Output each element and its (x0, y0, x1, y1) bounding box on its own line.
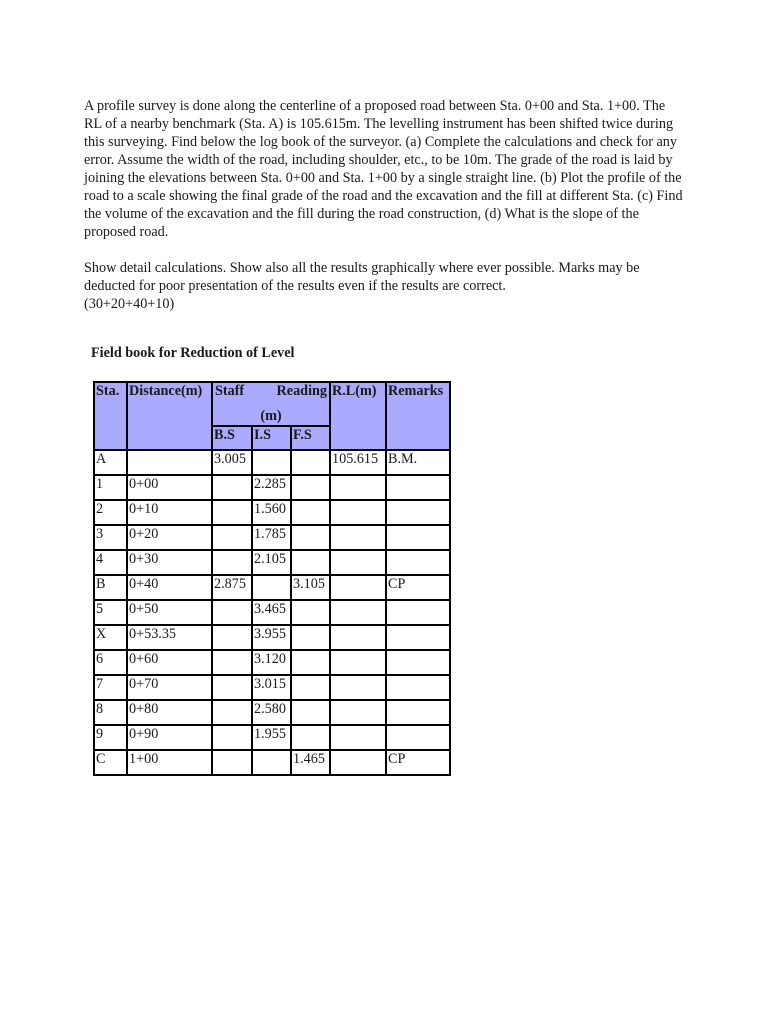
cell-sta: 7 (94, 675, 127, 700)
field-book-title: Field book for Reduction of Level (91, 345, 295, 361)
cell-remarks (386, 550, 450, 575)
cell-distance: 0+30 (127, 550, 212, 575)
cell-distance: 1+00 (127, 750, 212, 775)
cell-fs (291, 475, 330, 500)
cell-rl (330, 475, 386, 500)
cell-is: 2.285 (252, 475, 291, 500)
cell-bs (212, 625, 252, 650)
staff-reading-label (214, 383, 328, 400)
cell-remarks (386, 500, 450, 525)
cell-is: 2.580 (252, 700, 291, 725)
table-row (94, 625, 450, 650)
table-row (94, 600, 450, 625)
table-header-row (94, 382, 450, 426)
table-row (94, 575, 450, 600)
paragraph-gap (84, 241, 684, 259)
table-row (94, 475, 450, 500)
cell-fs (291, 700, 330, 725)
cell-remarks (386, 600, 450, 625)
cell-rl (330, 600, 386, 625)
table-row (94, 550, 450, 575)
header-distance: Distance(m) (127, 382, 212, 450)
cell-remarks (386, 725, 450, 750)
cell-fs (291, 650, 330, 675)
cell-rl (330, 675, 386, 700)
cell-remarks (386, 700, 450, 725)
header-sta: Sta. (94, 382, 127, 450)
cell-bs (212, 550, 252, 575)
cell-is (252, 575, 291, 600)
cell-rl (330, 625, 386, 650)
header-is: I.S (252, 426, 291, 450)
cell-is: 2.105 (252, 550, 291, 575)
cell-bs (212, 675, 252, 700)
header-rl: R.L(m) (330, 382, 386, 450)
cell-distance: 0+00 (127, 475, 212, 500)
field-book-table (93, 381, 451, 776)
cell-sta: B (94, 575, 127, 600)
instructions-paragraph: Show detail calculations. Show also all the results graphically where ever possible. Marks may be deducted for poor presentation of the results even if the results are correct. (84, 260, 640, 294)
staff-reading-unit: (m) (260, 408, 282, 424)
cell-sta: 6 (94, 650, 127, 675)
cell-fs (291, 675, 330, 700)
cell-remarks (386, 625, 450, 650)
cell-distance: 0+70 (127, 675, 212, 700)
cell-fs: 1.465 (291, 750, 330, 775)
cell-rl (330, 525, 386, 550)
cell-remarks (386, 650, 450, 675)
cell-remarks: CP (386, 750, 450, 775)
cell-remarks: CP (386, 575, 450, 600)
cell-sta: C (94, 750, 127, 775)
cell-bs (212, 475, 252, 500)
cell-sta: 5 (94, 600, 127, 625)
header-fs: F.S (291, 426, 330, 450)
cell-is: 1.955 (252, 725, 291, 750)
cell-fs (291, 625, 330, 650)
cell-sta: X (94, 625, 127, 650)
marks-distribution: (30+20+40+10) (84, 296, 175, 312)
cell-distance: 0+10 (127, 500, 212, 525)
cell-bs (212, 725, 252, 750)
table-row (94, 750, 450, 775)
cell-distance: 0+20 (127, 525, 212, 550)
cell-is: 3.955 (252, 625, 291, 650)
cell-sta: 2 (94, 500, 127, 525)
table-row (94, 500, 450, 525)
cell-bs: 3.005 (212, 450, 252, 475)
cell-rl (330, 750, 386, 775)
cell-fs (291, 500, 330, 525)
cell-remarks: B.M. (386, 450, 450, 475)
problem-paragraph: A profile survey is done along the centerline of a proposed road between Sta. 0+00 and Sta. 1+00. The RL of a nearby benchmark (Sta. A) is 105.615m. The levelling instrument has been shifted twice during this surveying. Find below the log book of the surveyor. (a) Complete the calculations and check for any error. Assume the width of the road, including shoulder, etc., to be 10m. The grade of the road is laid by joining the elevations between Sta. 0+00 and Sta. 1+00 by a single straight line. (b) Plot the profile of the road to a scale showing the final grade of the road and the excavation and the fill at different Sta. (c) Find the volume of the excavation and the fill during the road construction, (d) What is the slope of the proposed road. (84, 98, 683, 240)
cell-distance: 0+50 (127, 600, 212, 625)
problem-statement (84, 97, 684, 313)
cell-is: 3.015 (252, 675, 291, 700)
cell-bs: 2.875 (212, 575, 252, 600)
cell-is: 3.120 (252, 650, 291, 675)
table-row (94, 650, 450, 675)
cell-sta: 9 (94, 725, 127, 750)
header-staff-reading (212, 382, 330, 426)
cell-bs (212, 700, 252, 725)
cell-distance: 0+80 (127, 700, 212, 725)
cell-is (252, 450, 291, 475)
cell-fs (291, 600, 330, 625)
cell-rl (330, 650, 386, 675)
staff-word: Staff (215, 383, 245, 399)
cell-bs (212, 525, 252, 550)
cell-bs (212, 600, 252, 625)
cell-is: 1.785 (252, 525, 291, 550)
cell-rl (330, 575, 386, 600)
cell-is: 1.560 (252, 500, 291, 525)
cell-sta: 4 (94, 550, 127, 575)
cell-fs (291, 450, 330, 475)
header-remarks: Remarks (386, 382, 450, 450)
cell-distance: 0+60 (127, 650, 212, 675)
table-row (94, 525, 450, 550)
header-bs: B.S (212, 426, 252, 450)
cell-rl (330, 725, 386, 750)
cell-rl: 105.615 (330, 450, 386, 475)
reading-word: Reading (276, 383, 327, 399)
cell-is (252, 750, 291, 775)
cell-distance: 0+90 (127, 725, 212, 750)
cell-sta: 3 (94, 525, 127, 550)
table-body (94, 450, 450, 775)
table-row (94, 675, 450, 700)
cell-remarks (386, 475, 450, 500)
cell-bs (212, 650, 252, 675)
cell-rl (330, 500, 386, 525)
table-row (94, 450, 450, 475)
cell-distance: 0+40 (127, 575, 212, 600)
cell-sta: 8 (94, 700, 127, 725)
cell-distance (127, 450, 212, 475)
table-row (94, 700, 450, 725)
cell-fs (291, 725, 330, 750)
cell-remarks (386, 675, 450, 700)
cell-bs (212, 500, 252, 525)
table-row (94, 725, 450, 750)
cell-distance: 0+53.35 (127, 625, 212, 650)
cell-fs: 3.105 (291, 575, 330, 600)
cell-bs (212, 750, 252, 775)
cell-fs (291, 525, 330, 550)
cell-rl (330, 550, 386, 575)
cell-sta: A (94, 450, 127, 475)
cell-remarks (386, 525, 450, 550)
cell-is: 3.465 (252, 600, 291, 625)
cell-sta: 1 (94, 475, 127, 500)
cell-rl (330, 700, 386, 725)
cell-fs (291, 550, 330, 575)
